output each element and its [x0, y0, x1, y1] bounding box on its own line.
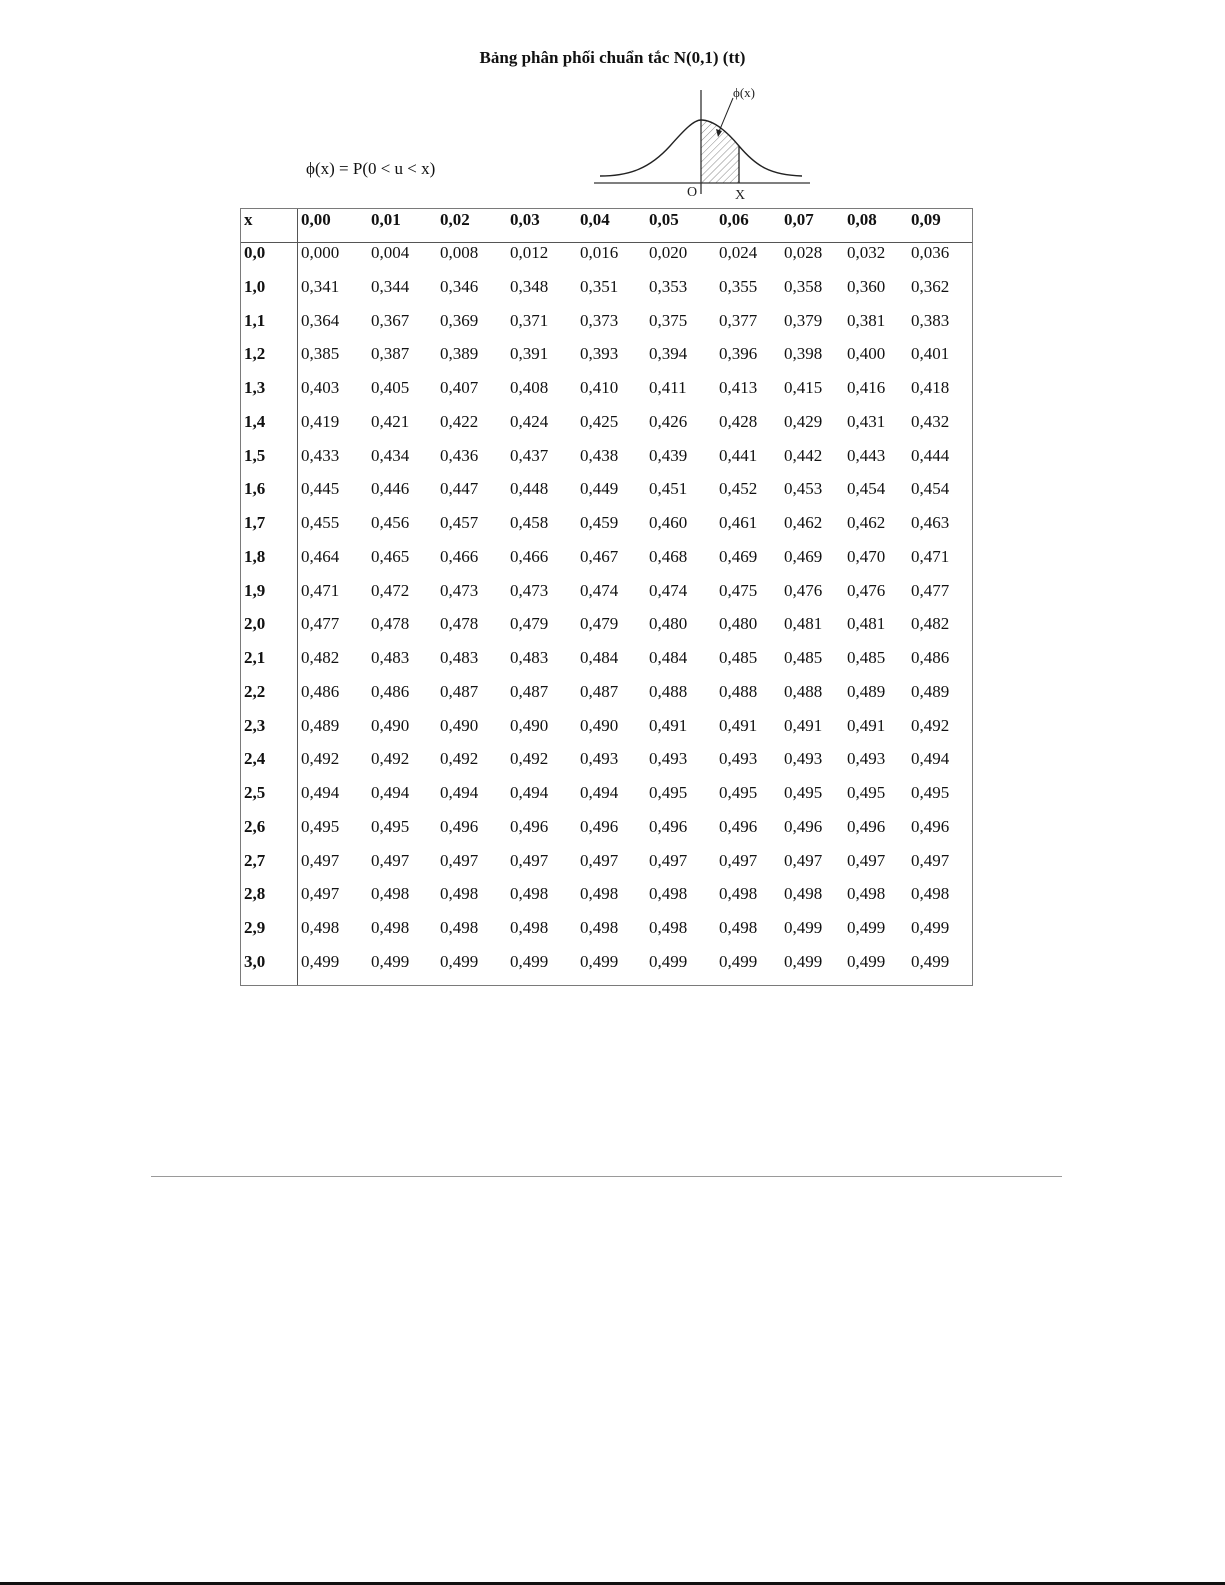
table-cell: 0,447 — [440, 479, 479, 499]
table-cell: 0,499 — [911, 951, 950, 971]
table-cell: 0,439 — [649, 445, 688, 465]
table-cell: 0,481 — [784, 614, 823, 634]
table-cell: 0,498 — [719, 884, 758, 904]
table-cell: 0,497 — [371, 850, 410, 870]
table-row — [241, 913, 974, 943]
table-cell: 0,499 — [784, 918, 823, 937]
row-label: 1,8 — [244, 546, 266, 566]
table-cell: 0,495 — [649, 783, 688, 802]
table-cell: 0,425 — [580, 411, 619, 431]
table-row — [241, 272, 974, 302]
table-row — [241, 879, 974, 909]
table-cell: 0,492 — [440, 749, 479, 769]
table-cell: 0,496 — [580, 816, 619, 836]
table-cell: 0,482 — [301, 648, 340, 667]
table-cell: 0,497 — [911, 850, 950, 870]
table-cell: 0,499 — [911, 918, 950, 937]
row-label: 2,4 — [244, 749, 266, 769]
table-cell: 0,000 — [301, 243, 340, 262]
table-cell: 0,493 — [847, 749, 886, 769]
table-cell: 0,489 — [911, 681, 950, 701]
table-row — [241, 711, 974, 741]
corner-label: x — [244, 210, 253, 229]
table-cell: 0,494 — [440, 783, 479, 802]
table-cell: 0,351 — [580, 276, 619, 296]
table-cell: 0,485 — [847, 648, 886, 667]
table-cell: 0,008 — [440, 243, 479, 262]
table-cell: 0,441 — [719, 445, 758, 465]
table-cell: 0,462 — [847, 513, 886, 532]
table-cell: 0,375 — [649, 310, 688, 330]
table-cell: 0,498 — [371, 918, 410, 937]
table-cell: 0,489 — [847, 681, 886, 701]
table-row — [241, 643, 974, 673]
table-cell: 0,494 — [911, 749, 950, 769]
table-cell: 0,487 — [440, 681, 479, 701]
table-cell: 0,419 — [301, 411, 340, 431]
table-cell: 0,462 — [784, 513, 823, 532]
table-row — [241, 677, 974, 707]
normal-curve-figure — [590, 82, 820, 204]
table-cell: 0,369 — [440, 310, 479, 330]
table-cell: 0,418 — [911, 378, 950, 397]
table-cell: 0,443 — [847, 445, 886, 465]
table-cell: 0,004 — [371, 243, 410, 262]
table-cell: 0,471 — [911, 546, 950, 566]
table-cell: 0,469 — [784, 546, 823, 566]
table-cell: 0,486 — [911, 648, 950, 667]
table-cell: 0,497 — [719, 850, 758, 870]
table-cell: 0,485 — [719, 648, 758, 667]
table-cell: 0,484 — [580, 648, 619, 667]
row-label: 2,8 — [244, 884, 266, 904]
page-title: Bảng phân phối chuẩn tắc N(0,1) (tt) — [479, 48, 746, 67]
table-cell: 0,355 — [719, 276, 758, 296]
table-cell: 0,492 — [301, 749, 340, 769]
table-cell: 0,499 — [440, 951, 479, 971]
table-cell: 0,498 — [649, 918, 688, 937]
table-cell: 0,463 — [911, 513, 950, 532]
table-cell: 0,396 — [719, 344, 758, 364]
table-cell: 0,497 — [784, 850, 823, 870]
table-cell: 0,493 — [649, 749, 688, 769]
table-cell: 0,371 — [510, 310, 549, 330]
table-cell: 0,036 — [911, 243, 950, 262]
table-cell: 0,483 — [371, 648, 410, 667]
x-axis-label: X — [735, 188, 746, 203]
table-cell: 0,476 — [847, 580, 886, 600]
table-cell: 0,494 — [371, 783, 410, 802]
table-cell: 0,421 — [371, 411, 410, 431]
row-label: 2,2 — [244, 681, 266, 701]
table-cell: 0,495 — [847, 783, 886, 802]
row-label: 1,5 — [244, 445, 266, 465]
table-cell: 0,479 — [580, 614, 619, 634]
table-cell: 0,348 — [510, 276, 549, 296]
table-cell: 0,499 — [510, 951, 549, 971]
table-cell: 0,470 — [847, 546, 886, 566]
table-cell: 0,455 — [301, 513, 340, 532]
table-cell: 0,497 — [440, 850, 479, 870]
table-cell: 0,358 — [784, 276, 823, 296]
row-label: 0,0 — [244, 243, 266, 262]
table-cell: 0,498 — [301, 918, 340, 937]
table-cell: 0,492 — [371, 749, 410, 769]
formula-text: ϕ(x) = P(0 < u < x) — [306, 159, 436, 178]
table-cell: 0,468 — [649, 546, 688, 566]
table-cell: 0,499 — [371, 951, 410, 971]
table-cell: 0,484 — [649, 648, 688, 667]
table-cell: 0,394 — [649, 344, 688, 364]
table-cell: 0,495 — [911, 783, 950, 802]
table-cell: 0,408 — [510, 378, 549, 397]
normal-table — [240, 208, 973, 986]
table-cell: 0,449 — [580, 479, 619, 499]
table-cell: 0,478 — [371, 614, 410, 634]
table-cell: 0,442 — [784, 445, 823, 465]
table-cell: 0,495 — [371, 816, 410, 836]
table-row — [241, 744, 974, 774]
table-cell: 0,415 — [784, 378, 823, 397]
column-header: 0,03 — [510, 210, 540, 229]
table-row — [241, 373, 974, 403]
row-label: 2,1 — [244, 648, 266, 667]
table-row — [241, 576, 974, 606]
column-header: 0,09 — [911, 210, 941, 229]
table-cell: 0,498 — [440, 918, 479, 937]
table-cell: 0,499 — [580, 951, 619, 971]
row-label: 1,0 — [244, 276, 266, 296]
table-cell: 0,483 — [440, 648, 479, 667]
table-cell: 0,499 — [719, 951, 758, 971]
table-cell: 0,495 — [719, 783, 758, 802]
table-row — [241, 508, 974, 538]
table-cell: 0,459 — [580, 513, 619, 532]
table-cell: 0,383 — [911, 310, 950, 330]
table-cell: 0,398 — [784, 344, 823, 364]
table-cell: 0,495 — [301, 816, 340, 836]
table-cell: 0,469 — [719, 546, 758, 566]
table-cell: 0,360 — [847, 276, 886, 296]
table-cell: 0,466 — [440, 546, 479, 566]
column-header: 0,07 — [784, 210, 814, 229]
table-cell: 0,432 — [911, 411, 950, 431]
table-cell: 0,452 — [719, 479, 758, 499]
table-cell: 0,461 — [719, 513, 758, 532]
table-cell: 0,451 — [649, 479, 688, 499]
table-cell: 0,464 — [301, 546, 340, 566]
row-label: 2,6 — [244, 816, 266, 836]
table-cell: 0,498 — [911, 884, 950, 904]
table-cell: 0,403 — [301, 378, 340, 397]
table-cell: 0,476 — [784, 580, 823, 600]
origin-label: O — [687, 185, 698, 200]
table-cell: 0,411 — [649, 378, 687, 397]
column-header: 0,08 — [847, 210, 877, 229]
table-cell: 0,496 — [847, 816, 886, 836]
table-cell: 0,499 — [847, 951, 886, 971]
table-row — [241, 339, 974, 369]
table-cell: 0,024 — [719, 243, 758, 262]
table-cell: 0,493 — [580, 749, 619, 769]
table-cell: 0,499 — [649, 951, 688, 971]
table-cell: 0,490 — [510, 715, 549, 735]
table-cell: 0,410 — [580, 378, 619, 397]
table-cell: 0,498 — [510, 918, 549, 937]
table-cell: 0,485 — [784, 648, 823, 667]
row-label: 2,7 — [244, 850, 266, 870]
table-cell: 0,496 — [649, 816, 688, 836]
table-cell: 0,477 — [301, 614, 340, 634]
table-cell: 0,498 — [440, 884, 479, 904]
table-cell: 0,413 — [719, 378, 758, 397]
table-cell: 0,353 — [649, 276, 688, 296]
table-cell: 0,491 — [649, 715, 688, 735]
table-cell: 0,487 — [580, 681, 619, 701]
table-cell: 0,437 — [510, 445, 549, 465]
table-cell: 0,381 — [847, 310, 886, 330]
table-cell: 0,426 — [649, 411, 688, 431]
table-cell: 0,438 — [580, 445, 619, 465]
table-cell: 0,362 — [911, 276, 950, 296]
table-cell: 0,481 — [847, 614, 886, 634]
table-cell: 0,498 — [649, 884, 688, 904]
row-label: 1,7 — [244, 513, 266, 532]
table-cell: 0,478 — [440, 614, 479, 634]
table-cell: 0,373 — [580, 310, 619, 330]
table-cell: 0,436 — [440, 445, 479, 465]
table-cell: 0,454 — [911, 479, 950, 499]
table-cell: 0,454 — [847, 479, 886, 499]
table-cell: 0,473 — [510, 580, 549, 600]
table-cell: 0,498 — [784, 884, 823, 904]
table-cell: 0,475 — [719, 580, 758, 600]
table-cell: 0,494 — [301, 783, 340, 802]
table-cell: 0,433 — [301, 445, 340, 465]
table-cell: 0,431 — [847, 411, 886, 431]
table-cell: 0,453 — [784, 479, 823, 499]
column-header: 0,01 — [371, 210, 401, 229]
table-cell: 0,497 — [649, 850, 688, 870]
column-header: 0,05 — [649, 210, 679, 229]
table-cell: 0,496 — [440, 816, 479, 836]
table-cell: 0,032 — [847, 243, 886, 262]
table-cell: 0,495 — [784, 783, 823, 802]
table-cell: 0,346 — [440, 276, 479, 296]
row-label: 1,1 — [244, 310, 266, 330]
table-cell: 0,465 — [371, 546, 410, 566]
table-row — [241, 947, 974, 977]
table-cell: 0,493 — [719, 749, 758, 769]
table-row — [241, 778, 974, 808]
table-cell: 0,499 — [784, 951, 823, 971]
row-label: 1,6 — [244, 479, 266, 499]
table-cell: 0,387 — [371, 344, 410, 364]
table-cell: 0,487 — [510, 681, 549, 701]
table-cell: 0,367 — [371, 310, 410, 330]
table-cell: 0,496 — [911, 816, 950, 836]
header-row — [241, 205, 974, 235]
table-cell: 0,497 — [301, 850, 340, 870]
row-label: 1,2 — [244, 344, 266, 364]
pointer-arrow — [718, 98, 733, 134]
table-cell: 0,446 — [371, 479, 410, 499]
table-cell: 0,020 — [649, 243, 688, 262]
table-cell: 0,497 — [580, 850, 619, 870]
table-cell: 0,473 — [440, 580, 479, 600]
row-label: 1,3 — [244, 378, 266, 397]
table-cell: 0,028 — [784, 243, 823, 262]
table-cell: 0,445 — [301, 479, 340, 499]
table-cell: 0,391 — [510, 344, 549, 364]
footer-divider — [151, 1176, 1062, 1177]
table-cell: 0,385 — [301, 344, 340, 364]
table-cell: 0,494 — [510, 783, 549, 802]
table-row — [241, 609, 974, 639]
table-row — [241, 238, 974, 268]
table-cell: 0,497 — [510, 850, 549, 870]
table-cell: 0,488 — [719, 681, 758, 701]
table-cell: 0,483 — [510, 648, 549, 667]
table-cell: 0,486 — [371, 681, 410, 701]
row-label: 3,0 — [244, 951, 266, 971]
table-cell: 0,434 — [371, 445, 410, 465]
table-cell: 0,480 — [719, 614, 758, 634]
table-cell: 0,488 — [649, 681, 688, 701]
table-cell: 0,480 — [649, 614, 688, 634]
row-label: 2,9 — [244, 918, 266, 937]
table-cell: 0,444 — [911, 445, 950, 465]
table-cell: 0,467 — [580, 546, 619, 566]
table-cell: 0,393 — [580, 344, 619, 364]
table-cell: 0,490 — [580, 715, 619, 735]
table-cell: 0,498 — [847, 884, 886, 904]
table-cell: 0,492 — [510, 749, 549, 769]
table-cell: 0,341 — [301, 276, 340, 296]
table-cell: 0,344 — [371, 276, 410, 296]
table-cell: 0,405 — [371, 378, 410, 397]
table-cell: 0,474 — [649, 580, 688, 600]
table-cell: 0,429 — [784, 411, 823, 431]
table-cell: 0,499 — [301, 951, 340, 971]
table-row — [241, 306, 974, 336]
table-cell: 0,422 — [440, 411, 479, 431]
area-label: ϕ(x) — [733, 85, 756, 100]
column-header: 0,04 — [580, 210, 610, 229]
column-header: 0,00 — [301, 210, 331, 229]
table-cell: 0,472 — [371, 580, 410, 600]
table-cell: 0,479 — [510, 614, 549, 634]
table-row — [241, 542, 974, 572]
table-cell: 0,416 — [847, 378, 886, 397]
table-cell: 0,457 — [440, 513, 479, 532]
table-cell: 0,424 — [510, 411, 549, 431]
table-cell: 0,498 — [580, 918, 619, 937]
table-row — [241, 812, 974, 842]
table-cell: 0,497 — [301, 884, 340, 904]
table-cell: 0,379 — [784, 310, 823, 330]
table-cell: 0,460 — [649, 513, 688, 532]
table-cell: 0,458 — [510, 513, 549, 532]
table-cell: 0,471 — [301, 580, 340, 600]
row-label: 1,4 — [244, 411, 266, 431]
table-cell: 0,466 — [510, 546, 549, 566]
table-cell: 0,474 — [580, 580, 619, 600]
table-cell: 0,496 — [784, 816, 823, 836]
table-cell: 0,496 — [510, 816, 549, 836]
table-row — [241, 846, 974, 876]
table-cell: 0,486 — [301, 681, 340, 701]
row-label: 1,9 — [244, 580, 266, 600]
table-cell: 0,389 — [440, 344, 479, 364]
row-label: 2,3 — [244, 715, 266, 735]
table-cell: 0,491 — [784, 715, 823, 735]
table-row — [241, 441, 974, 471]
table-cell: 0,496 — [719, 816, 758, 836]
table-cell: 0,482 — [911, 614, 950, 634]
column-header: 0,02 — [440, 210, 470, 229]
table-cell: 0,491 — [719, 715, 758, 735]
table-cell: 0,498 — [510, 884, 549, 904]
table-cell: 0,364 — [301, 310, 340, 330]
table-cell: 0,490 — [371, 715, 410, 735]
table-cell: 0,477 — [911, 580, 950, 600]
table-cell: 0,491 — [847, 715, 886, 735]
table-cell: 0,489 — [301, 715, 340, 735]
table-cell: 0,488 — [784, 681, 823, 701]
table-cell: 0,377 — [719, 310, 758, 330]
table-cell: 0,016 — [580, 243, 619, 262]
column-header: 0,06 — [719, 210, 749, 229]
table-cell: 0,448 — [510, 479, 549, 499]
table-cell: 0,498 — [580, 884, 619, 904]
table-cell: 0,494 — [580, 783, 619, 802]
table-cell: 0,407 — [440, 378, 479, 397]
row-label: 2,5 — [244, 783, 266, 802]
table-cell: 0,400 — [847, 344, 886, 364]
table-cell: 0,499 — [847, 918, 886, 937]
table-cell: 0,456 — [371, 513, 410, 532]
table-cell: 0,401 — [911, 344, 950, 364]
table-row — [241, 474, 974, 504]
table-cell: 0,492 — [911, 715, 950, 735]
table-cell: 0,493 — [784, 749, 823, 769]
table-row — [241, 407, 974, 437]
table-cell: 0,428 — [719, 411, 758, 431]
table-cell: 0,012 — [510, 243, 549, 262]
table-cell: 0,498 — [371, 884, 410, 904]
table-cell: 0,490 — [440, 715, 479, 735]
table-cell: 0,497 — [847, 850, 886, 870]
row-label: 2,0 — [244, 614, 266, 634]
table-cell: 0,498 — [719, 918, 758, 937]
